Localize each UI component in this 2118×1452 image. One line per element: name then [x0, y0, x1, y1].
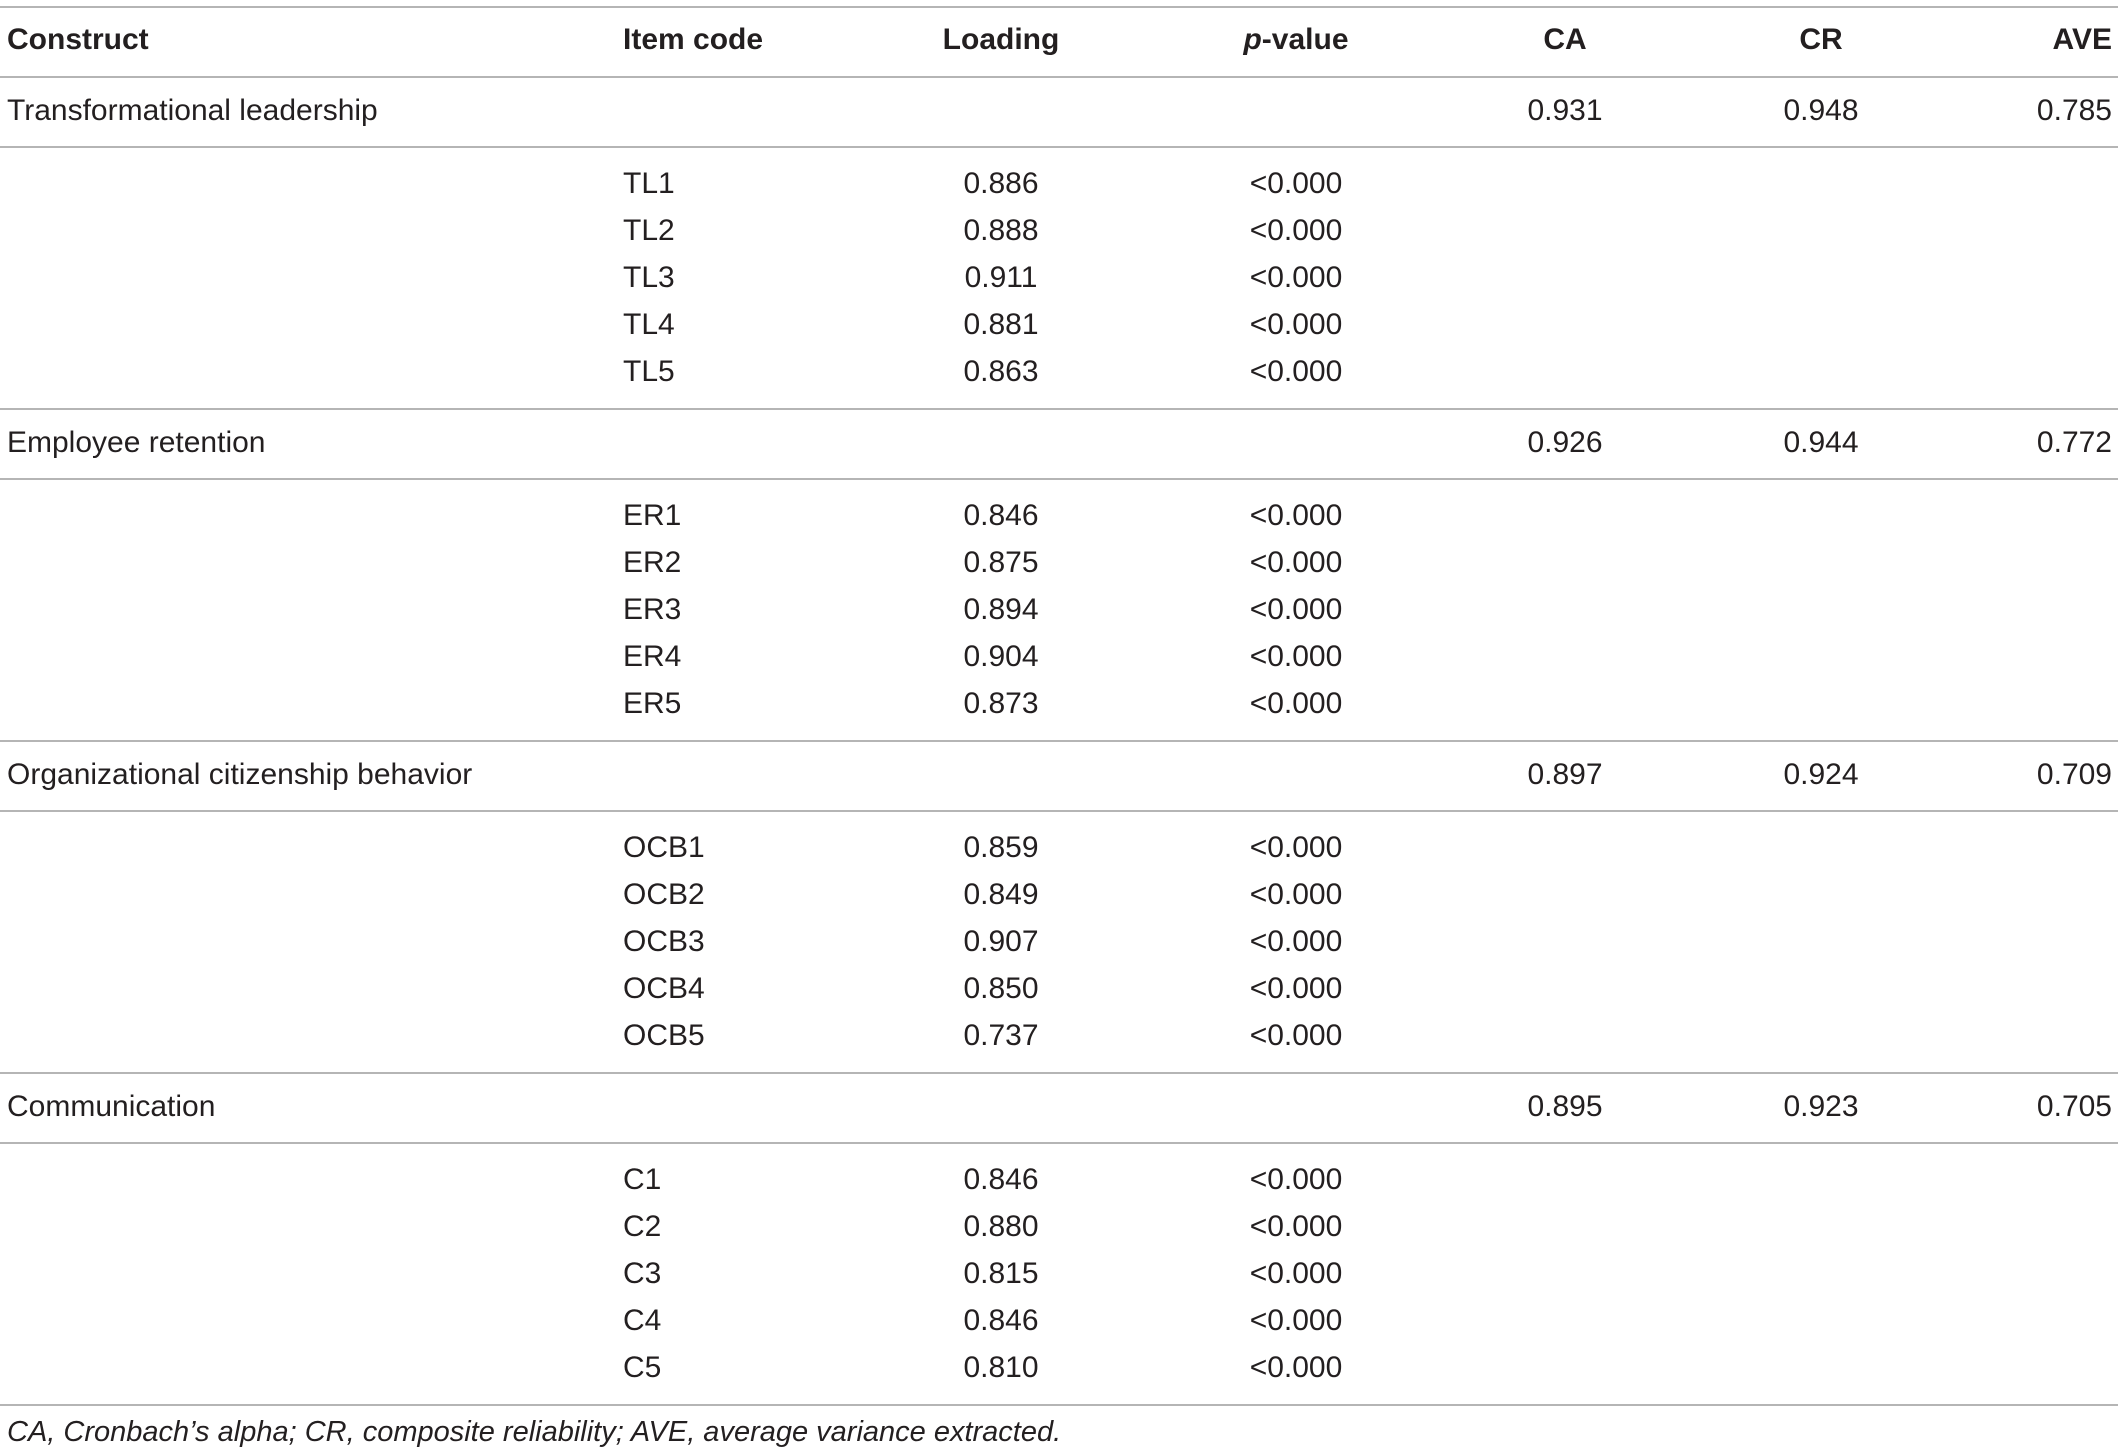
construct-name: Communication	[7, 1090, 216, 1123]
item-code: C5	[623, 1351, 662, 1384]
rule-group-2-header	[0, 478, 2118, 480]
item-code: ER1	[623, 499, 682, 532]
item-code: ER2	[623, 546, 682, 579]
rule-group-1-end	[0, 408, 2118, 410]
item-p-value: <0.000	[1249, 687, 1343, 720]
item-loading: 0.846	[963, 1163, 1039, 1196]
item-p-value: <0.000	[1249, 1019, 1343, 1052]
item-p-value: <0.000	[1249, 1304, 1343, 1337]
item-code: ER3	[623, 593, 682, 626]
item-loading: 0.846	[963, 1304, 1039, 1337]
item-code: OCB1	[623, 831, 705, 864]
item-code: ER4	[623, 640, 682, 673]
item-code: TL5	[623, 355, 675, 388]
rule-group-3-header	[0, 810, 2118, 812]
item-loading: 0.886	[963, 167, 1039, 200]
item-p-value: <0.000	[1249, 1163, 1343, 1196]
item-p-value: <0.000	[1249, 831, 1343, 864]
construct-ca: 0.931	[1527, 94, 1603, 127]
construct-ave: 0.772	[2036, 426, 2112, 459]
header-ca: CA	[1543, 23, 1587, 56]
item-code: C1	[623, 1163, 662, 1196]
item-code: TL3	[623, 261, 675, 294]
item-code: ER5	[623, 687, 682, 720]
construct-name: Employee retention	[7, 426, 266, 459]
rule-top	[0, 6, 2118, 8]
construct-cr: 0.948	[1783, 94, 1859, 127]
header-p-italic: p	[1243, 23, 1262, 56]
construct-ca: 0.895	[1527, 1090, 1603, 1123]
construct-cr: 0.944	[1783, 426, 1859, 459]
item-p-value: <0.000	[1249, 972, 1343, 1005]
item-p-value: <0.000	[1249, 593, 1343, 626]
construct-name: Organizational citizenship behavior	[7, 758, 473, 791]
header-p-value	[1243, 22, 1348, 58]
item-p-value: <0.000	[1249, 878, 1343, 911]
item-code: OCB2	[623, 878, 705, 911]
item-code: TL4	[623, 308, 675, 341]
header-loading: Loading	[942, 23, 1060, 56]
item-loading: 0.894	[963, 593, 1039, 626]
item-p-value: <0.000	[1249, 925, 1343, 958]
item-code: TL1	[623, 167, 675, 200]
item-loading: 0.863	[963, 355, 1039, 388]
item-loading: 0.880	[963, 1210, 1039, 1243]
item-loading: 0.881	[963, 308, 1039, 341]
item-code: OCB5	[623, 1019, 705, 1052]
item-loading: 0.904	[963, 640, 1039, 673]
rule-group-3-end	[0, 1072, 2118, 1074]
item-loading: 0.859	[963, 831, 1039, 864]
construct-ca: 0.897	[1527, 758, 1603, 791]
item-p-value: <0.000	[1249, 167, 1343, 200]
item-code: OCB4	[623, 972, 705, 1005]
item-p-value: <0.000	[1249, 1257, 1343, 1290]
item-loading: 0.850	[963, 972, 1039, 1005]
item-loading: 0.737	[963, 1019, 1039, 1052]
construct-name: Transformational leadership	[7, 94, 378, 127]
item-p-value: <0.000	[1249, 1210, 1343, 1243]
item-code: C3	[623, 1257, 662, 1290]
item-p-value: <0.000	[1249, 308, 1343, 341]
header-cr: CR	[1799, 23, 1843, 56]
construct-ave: 0.785	[2036, 94, 2112, 127]
header-p-suffix: -value	[1261, 23, 1349, 56]
header-item-code: Item code	[623, 23, 764, 56]
item-p-value: <0.000	[1249, 499, 1343, 532]
item-loading: 0.846	[963, 499, 1039, 532]
item-loading: 0.875	[963, 546, 1039, 579]
item-loading: 0.888	[963, 214, 1039, 247]
rule-header	[0, 76, 2118, 78]
rule-bottom	[0, 1404, 2118, 1406]
item-p-value: <0.000	[1249, 640, 1343, 673]
construct-ave: 0.705	[2036, 1090, 2112, 1123]
rule-group-4-header	[0, 1142, 2118, 1144]
item-code: C2	[623, 1210, 662, 1243]
item-loading: 0.849	[963, 878, 1039, 911]
item-loading: 0.907	[963, 925, 1039, 958]
header-construct: Construct	[7, 23, 149, 56]
item-p-value: <0.000	[1249, 546, 1343, 579]
construct-ave: 0.709	[2036, 758, 2112, 791]
header-ave: AVE	[2052, 23, 2112, 56]
rule-group-2-end	[0, 740, 2118, 742]
item-loading: 0.911	[964, 261, 1038, 294]
item-loading: 0.815	[963, 1257, 1039, 1290]
item-code: C4	[623, 1304, 662, 1337]
item-p-value: <0.000	[1249, 355, 1343, 388]
construct-cr: 0.924	[1783, 758, 1859, 791]
item-loading: 0.873	[963, 687, 1039, 720]
construct-cr: 0.923	[1783, 1090, 1859, 1123]
item-loading: 0.810	[963, 1351, 1039, 1384]
item-p-value: <0.000	[1249, 214, 1343, 247]
rule-group-1-header	[0, 146, 2118, 148]
item-p-value: <0.000	[1249, 1351, 1343, 1384]
item-p-value: <0.000	[1249, 261, 1343, 294]
table-footnote: CA, Cronbach’s alpha; CR, composite reliability; AVE, average variance extracted.	[7, 1416, 1062, 1448]
construct-ca: 0.926	[1527, 426, 1603, 459]
item-code: OCB3	[623, 925, 705, 958]
item-code: TL2	[623, 214, 675, 247]
